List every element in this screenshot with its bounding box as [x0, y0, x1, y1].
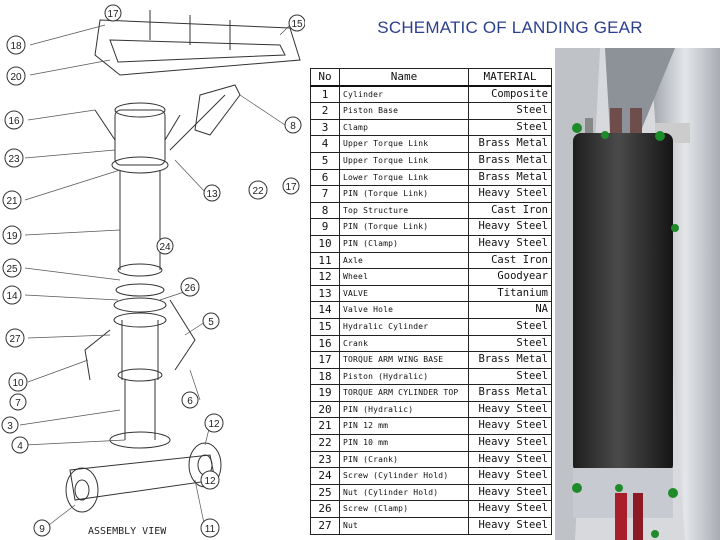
svg-text:19: 19	[6, 231, 18, 242]
part-name: Nut	[340, 518, 469, 535]
callout	[9, 373, 27, 391]
part-name: PIN (Torque Link)	[340, 219, 469, 236]
part-material: Steel	[469, 119, 552, 136]
callout	[182, 392, 198, 408]
part-material: Heavy Steel	[469, 235, 552, 252]
callout	[5, 111, 23, 129]
part-name: Lower Torque Link	[340, 169, 469, 186]
callout	[201, 471, 219, 489]
callout	[3, 286, 21, 304]
composite-cylinder-shape	[573, 133, 673, 473]
table-header-row	[311, 69, 552, 86]
part-number: 8	[311, 202, 340, 219]
part-material: Composite	[469, 86, 552, 103]
svg-text:22: 22	[252, 186, 264, 197]
part-material: Brass Metal	[469, 385, 552, 402]
svg-text:14: 14	[6, 291, 18, 302]
svg-text:18: 18	[10, 41, 22, 52]
torque-link-shape	[170, 300, 195, 370]
svg-text:27: 27	[9, 334, 21, 345]
svg-text:25: 25	[6, 264, 18, 275]
svg-text:11: 11	[204, 524, 216, 535]
part-name: PIN 12 mm	[340, 418, 469, 435]
part-number: 11	[311, 252, 340, 269]
part-number: 22	[311, 435, 340, 452]
svg-text:5: 5	[208, 317, 214, 328]
part-material: Cast Iron	[469, 202, 552, 219]
top-structure-shape	[95, 20, 300, 75]
part-name: PIN 10 mm	[340, 435, 469, 452]
part-number: 10	[311, 235, 340, 252]
part-name: Hydralic Cylinder	[340, 318, 469, 335]
svg-text:12: 12	[208, 419, 220, 430]
part-name: VALVE	[340, 285, 469, 302]
callout	[205, 414, 223, 432]
part-number: 17	[311, 352, 340, 369]
part-material: Titanium	[469, 285, 552, 302]
table-row	[311, 468, 552, 485]
red-torque-link-shape	[615, 493, 627, 540]
hydraulic-cylinder-shape	[195, 85, 240, 135]
svg-text:7: 7	[15, 398, 21, 409]
part-name: Screw (Clamp)	[340, 501, 469, 518]
callout	[3, 191, 21, 209]
part-name: Top Structure	[340, 202, 469, 219]
svg-text:20: 20	[10, 72, 22, 83]
callout	[203, 313, 219, 329]
part-material: Steel	[469, 335, 552, 352]
part-number: 1	[311, 86, 340, 103]
callout	[201, 519, 219, 537]
parts-table	[310, 68, 552, 535]
part-number: 27	[311, 518, 340, 535]
part-name: PIN (Crank)	[340, 451, 469, 468]
table-row	[311, 484, 552, 501]
svg-text:23: 23	[8, 154, 20, 165]
part-material: NA	[469, 302, 552, 319]
part-number: 9	[311, 219, 340, 236]
svg-text:24: 24	[159, 242, 171, 253]
callout	[12, 437, 28, 453]
part-number: 2	[311, 103, 340, 120]
part-name: TORQUE ARM CYLINDER TOP	[340, 385, 469, 402]
part-name: Piston Base	[340, 103, 469, 120]
table-row	[311, 269, 552, 286]
part-material: Goodyear	[469, 269, 552, 286]
table-row	[311, 335, 552, 352]
part-material: Cast Iron	[469, 252, 552, 269]
part-name: Cylinder	[340, 86, 469, 103]
svg-text:17: 17	[285, 182, 297, 193]
part-name: PIN (Hydralic)	[340, 401, 469, 418]
part-number: 6	[311, 169, 340, 186]
part-material: Heavy Steel	[469, 501, 552, 518]
svg-text:13: 13	[206, 189, 218, 200]
part-number: 4	[311, 136, 340, 153]
table-row	[311, 252, 552, 269]
svg-text:15: 15	[291, 19, 303, 30]
callout	[105, 5, 121, 21]
part-material: Heavy Steel	[469, 435, 552, 452]
header-material: MATERIAL	[469, 69, 552, 86]
callout	[7, 36, 25, 54]
assembly-view-caption: ASSEMBLY VIEW	[88, 526, 167, 537]
svg-text:9: 9	[39, 524, 45, 535]
part-name: TORQUE ARM WING BASE	[340, 352, 469, 369]
callout	[285, 117, 301, 133]
table-row	[311, 119, 552, 136]
svg-text:3: 3	[7, 421, 13, 432]
part-material: Brass Metal	[469, 352, 552, 369]
table-row	[311, 302, 552, 319]
table-row	[311, 501, 552, 518]
svg-text:10: 10	[12, 378, 24, 389]
landing-gear-render	[555, 48, 720, 540]
table-row	[311, 169, 552, 186]
callout	[289, 15, 305, 31]
table-row	[311, 103, 552, 120]
wheel-left-shape	[66, 468, 98, 512]
part-number: 5	[311, 152, 340, 169]
table-row	[311, 202, 552, 219]
callout	[7, 67, 25, 85]
svg-text:16: 16	[8, 116, 20, 127]
callout	[6, 329, 24, 347]
callout	[283, 178, 299, 194]
part-material: Heavy Steel	[469, 468, 552, 485]
page-title: SCHEMATIC OF LANDING GEAR	[377, 18, 643, 37]
table-row	[311, 401, 552, 418]
axle-shape	[70, 455, 215, 500]
svg-text:4: 4	[17, 441, 23, 452]
part-number: 25	[311, 484, 340, 501]
part-name: PIN (Torque Link)	[340, 186, 469, 203]
part-number: 14	[311, 302, 340, 319]
table-row	[311, 235, 552, 252]
svg-text:12: 12	[204, 476, 216, 487]
table-row	[311, 418, 552, 435]
table-row	[311, 219, 552, 236]
callout	[2, 417, 18, 433]
part-number: 20	[311, 401, 340, 418]
part-name: Piston (Hydralic)	[340, 368, 469, 385]
part-number: 3	[311, 119, 340, 136]
table-row	[311, 152, 552, 169]
part-number: 16	[311, 335, 340, 352]
part-material: Heavy Steel	[469, 451, 552, 468]
part-number: 24	[311, 468, 340, 485]
table-row	[311, 86, 552, 103]
callout	[181, 278, 199, 296]
part-material: Heavy Steel	[469, 401, 552, 418]
callout	[34, 520, 50, 536]
svg-text:21: 21	[6, 196, 18, 207]
part-number: 15	[311, 318, 340, 335]
table-row	[311, 352, 552, 369]
part-name: Valve Hole	[340, 302, 469, 319]
part-material: Steel	[469, 368, 552, 385]
part-name: PIN (Clamp)	[340, 235, 469, 252]
part-number: 18	[311, 368, 340, 385]
table-row	[311, 385, 552, 402]
header-name: Name	[340, 69, 469, 86]
table-row	[311, 318, 552, 335]
header-no: No	[311, 69, 340, 86]
part-name: Nut (Cylinder Hold)	[340, 484, 469, 501]
part-material: Brass Metal	[469, 169, 552, 186]
part-material: Brass Metal	[469, 152, 552, 169]
part-number: 26	[311, 501, 340, 518]
part-number: 7	[311, 186, 340, 203]
table-row	[311, 451, 552, 468]
part-name: Axle	[340, 252, 469, 269]
callout	[204, 185, 220, 201]
svg-text:8: 8	[290, 121, 296, 132]
svg-text:26: 26	[184, 283, 196, 294]
svg-text:17: 17	[107, 9, 119, 20]
svg-text:6: 6	[187, 396, 193, 407]
part-number: 19	[311, 385, 340, 402]
part-name: Wheel	[340, 269, 469, 286]
callout	[3, 226, 21, 244]
callout	[3, 259, 21, 277]
callout	[157, 238, 173, 254]
part-name: Crank	[340, 335, 469, 352]
part-material: Heavy Steel	[469, 219, 552, 236]
part-number: 23	[311, 451, 340, 468]
callout	[249, 181, 267, 199]
table-row	[311, 518, 552, 535]
part-number: 13	[311, 285, 340, 302]
assembly-drawing	[0, 0, 305, 540]
part-material: Steel	[469, 318, 552, 335]
table-row	[311, 186, 552, 203]
part-material: Brass Metal	[469, 136, 552, 153]
part-number: 12	[311, 269, 340, 286]
table-row	[311, 285, 552, 302]
part-name: Upper Torque Link	[340, 136, 469, 153]
part-material: Heavy Steel	[469, 484, 552, 501]
callout	[5, 149, 23, 167]
part-material: Heavy Steel	[469, 418, 552, 435]
part-name: Clamp	[340, 119, 469, 136]
table-row	[311, 368, 552, 385]
part-name: Screw (Cylinder Hold)	[340, 468, 469, 485]
part-number: 21	[311, 418, 340, 435]
part-material: Heavy Steel	[469, 518, 552, 535]
part-material: Heavy Steel	[469, 186, 552, 203]
callout	[10, 394, 26, 410]
part-name: Upper Torque Link	[340, 152, 469, 169]
table-row	[311, 435, 552, 452]
table-row	[311, 136, 552, 153]
part-material: Steel	[469, 103, 552, 120]
